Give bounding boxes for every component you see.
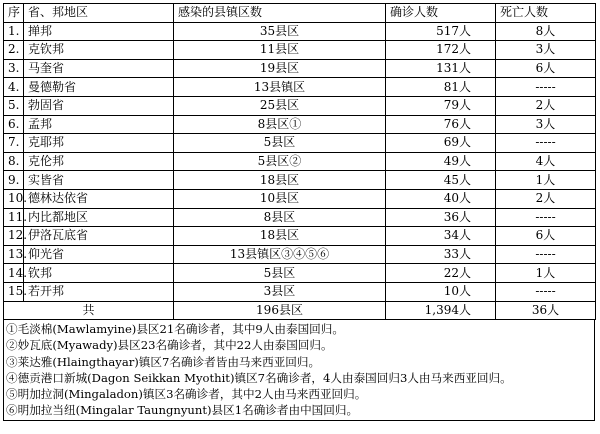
footnote-5: ⑤明加拉洞(Mingaladon)镇区3名确诊者，其中2人由马来西亚回归。	[6, 386, 367, 401]
region-name: 克钦邦	[24, 41, 174, 60]
death-count: -----	[496, 78, 596, 97]
table-row	[4, 152, 596, 171]
confirmed-count: 22人	[386, 264, 496, 283]
row-number: 4.	[4, 78, 24, 97]
row-number: 5.	[4, 96, 24, 115]
county-count: 25县区	[174, 96, 386, 115]
death-count: 2人	[496, 189, 596, 208]
table-row	[4, 22, 596, 41]
covid-table-sheet	[3, 3, 595, 421]
confirmed-count: 36人	[386, 208, 496, 227]
confirmed-count: 49人	[386, 152, 496, 171]
confirmed-count: 517人	[386, 22, 496, 41]
row-number: 13.	[4, 245, 24, 264]
header-region: 省、邦地区	[24, 4, 174, 23]
death-count: 3人	[496, 41, 596, 60]
footnotes	[3, 320, 595, 421]
county-count: 13县镇区	[174, 78, 386, 97]
confirmed-count: 45人	[386, 171, 496, 190]
county-count: 8县区①	[174, 115, 386, 134]
confirmed-count: 34人	[386, 227, 496, 246]
region-name: 马奎省	[24, 59, 174, 78]
row-number: 15.	[4, 282, 24, 301]
table-row	[4, 208, 596, 227]
confirmed-count: 131人	[386, 59, 496, 78]
row-number: 10.	[4, 189, 24, 208]
region-name: 内比都地区	[24, 208, 174, 227]
row-number: 12.	[4, 227, 24, 246]
table-row	[4, 78, 596, 97]
header-no: 序	[4, 4, 24, 23]
header-deaths: 死亡人数	[496, 4, 596, 23]
confirmed-count: 40人	[386, 189, 496, 208]
county-count: 5县区②	[174, 152, 386, 171]
row-number: 1.	[4, 22, 24, 41]
death-count: 6人	[496, 227, 596, 246]
total-county-count: 196县区	[174, 301, 386, 320]
region-name: 实皆省	[24, 171, 174, 190]
row-number: 2.	[4, 41, 24, 60]
table-row	[4, 134, 596, 153]
confirmed-count: 69人	[386, 134, 496, 153]
region-name: 钦邦	[24, 264, 174, 283]
region-name: 德林达依省	[24, 189, 174, 208]
row-number: 9.	[4, 171, 24, 190]
table-row	[4, 96, 596, 115]
region-name: 勃固省	[24, 96, 174, 115]
confirmed-count: 79人	[386, 96, 496, 115]
row-number: 8.	[4, 152, 24, 171]
region-name: 克耶邦	[24, 134, 174, 153]
row-number: 11.	[4, 208, 24, 227]
table-body	[4, 22, 596, 320]
table-row	[4, 41, 596, 60]
footnote-2: ②妙瓦底(Myawady)县区23名确诊者，其中22人由泰国回归。	[6, 338, 333, 353]
death-count: 3人	[496, 115, 596, 134]
confirmed-count: 81人	[386, 78, 496, 97]
table-row	[4, 171, 596, 190]
death-count: 2人	[496, 96, 596, 115]
death-count: 4人	[496, 152, 596, 171]
death-count: 8人	[496, 22, 596, 41]
county-count: 18县区	[174, 227, 386, 246]
table-row	[4, 245, 596, 264]
row-number: 14.	[4, 264, 24, 283]
county-count: 5县区	[174, 134, 386, 153]
header-confirmed: 确诊人数	[386, 4, 496, 23]
death-count: -----	[496, 282, 596, 301]
table-row	[4, 227, 596, 246]
footnote-6: ⑥明加拉当纽(Mingalar Taungnyunt)县区1名确诊者由中国回归。	[6, 403, 359, 418]
covid-region-table	[3, 3, 596, 320]
region-name: 克伦邦	[24, 152, 174, 171]
table-row	[4, 59, 596, 78]
region-name: 若开邦	[24, 282, 174, 301]
region-name: 仰光省	[24, 245, 174, 264]
region-name: 曼德勒省	[24, 78, 174, 97]
total-deaths: 36人	[496, 301, 596, 320]
confirmed-count: 10人	[386, 282, 496, 301]
death-count: 1人	[496, 264, 596, 283]
county-count: 11县区	[174, 41, 386, 60]
death-count: -----	[496, 134, 596, 153]
header-county-count: 感染的县镇区数	[174, 4, 386, 23]
footnote-1: ①毛淡棉(Mawlamyine)县区21名确诊者，其中9人由泰国回归。	[6, 322, 344, 337]
death-count: -----	[496, 208, 596, 227]
confirmed-count: 33人	[386, 245, 496, 264]
region-name: 孟邦	[24, 115, 174, 134]
county-count: 13县镇区③④⑤⑥	[174, 245, 386, 264]
table-row	[4, 189, 596, 208]
total-label: 共	[4, 301, 174, 320]
table-row	[4, 115, 596, 134]
county-count: 35县区	[174, 22, 386, 41]
death-count: 6人	[496, 59, 596, 78]
region-name: 伊洛瓦底省	[24, 227, 174, 246]
death-count: 1人	[496, 171, 596, 190]
county-count: 18县区	[174, 171, 386, 190]
total-row	[4, 301, 596, 320]
confirmed-count: 172人	[386, 41, 496, 60]
county-count: 3县区	[174, 282, 386, 301]
row-number: 3.	[4, 59, 24, 78]
table-row	[4, 264, 596, 283]
total-confirmed: 1,394人	[386, 301, 496, 320]
table-row	[4, 282, 596, 301]
county-count: 10县区	[174, 189, 386, 208]
county-count: 5县区	[174, 264, 386, 283]
confirmed-count: 76人	[386, 115, 496, 134]
county-count: 19县区	[174, 59, 386, 78]
death-count: -----	[496, 245, 596, 264]
footnote-4: ④德贡港口新城(Dagon Seikkan Myothit)镇区7名确诊者，4人由泰国回归3人由马来西亚回归。	[6, 370, 512, 385]
row-number: 7.	[4, 134, 24, 153]
row-number: 6.	[4, 115, 24, 134]
table-header-row	[4, 4, 596, 23]
county-count: 8县区	[174, 208, 386, 227]
region-name: 掸邦	[24, 22, 174, 41]
footnote-3: ③莱达雅(Hlaingthayar)镇区7名确诊者皆由马来西亚回归。	[6, 354, 321, 369]
